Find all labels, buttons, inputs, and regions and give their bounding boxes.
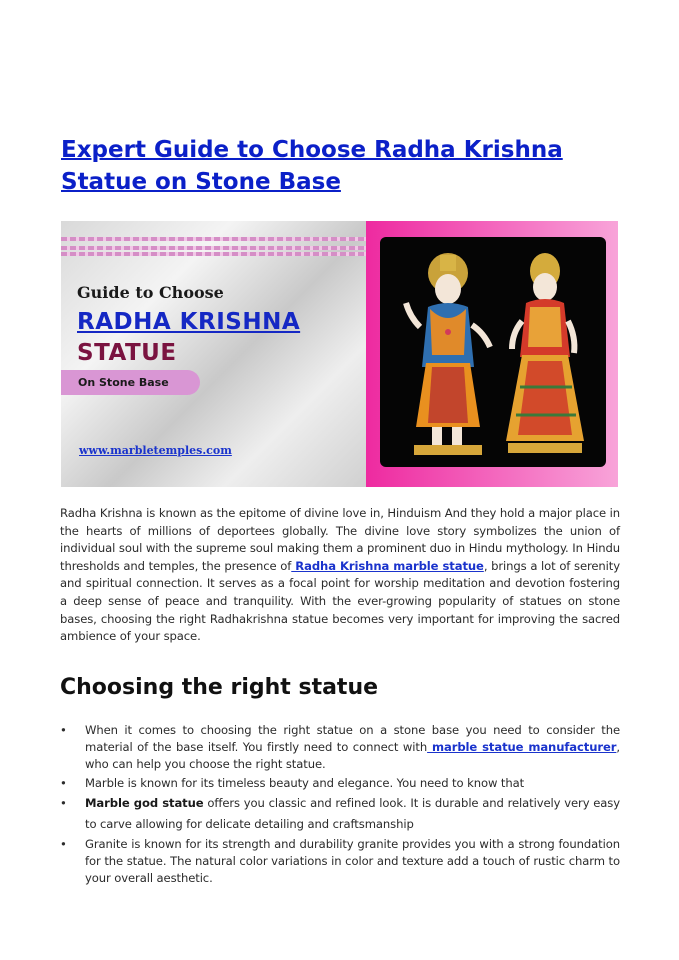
intro-text-before: Radha Krishna is known as the epitome of divine love in, Hinduism And they hold a major place in the hearts of millions of deportees globally. The divine love story symbolizes the union of individual soul with the supreme soul making them a prominent duo in Hindu mythology. In Hindu thresholds and temples, the presence of bbox=[60, 506, 620, 573]
list-item bbox=[60, 836, 620, 888]
list-item-text: , who can help you choose the right statue. bbox=[85, 740, 620, 772]
section-heading: Choosing the right statue bbox=[60, 675, 379, 700]
hero-banner bbox=[61, 221, 618, 487]
website-link[interactable]: www.marbletemples.com bbox=[79, 444, 232, 457]
list-item-text: Marble is known for its timeless beauty and elegance. You need to know that bbox=[85, 775, 525, 790]
krishna-figure bbox=[406, 253, 490, 455]
banner-pill bbox=[61, 370, 200, 395]
list-item-text: offers you classic and refined look. It is durable and relatively very easy to carve allowing for delicate detailing and craftsmanship bbox=[85, 795, 621, 831]
bullet-icon: • bbox=[60, 775, 67, 790]
radha-krishna-marble-statue-link[interactable]: Radha Krishna marble statue bbox=[291, 558, 484, 573]
list-item bbox=[60, 775, 620, 792]
banner-photo-panel bbox=[366, 221, 618, 487]
intro-text-after: , brings a lot of serenity and spiritual connection. It serves as a focal point for worship meditation and devotion fostering a deep sense of peace and tranquility. With the ever-growing popularity of statues on stone bases, choosing the right Radhakrishna statue becomes very important for improving the sacred ambience of your space. bbox=[60, 558, 620, 644]
banner-stripe bbox=[61, 246, 366, 250]
banner-guide-text: Guide to Choose bbox=[77, 283, 224, 302]
banner-text-panel bbox=[61, 221, 366, 487]
banner-subtitle: STATUE bbox=[77, 340, 177, 366]
marble-god-statue-term: Marble god statue bbox=[85, 795, 204, 810]
statue-illustration bbox=[380, 237, 606, 467]
title-link[interactable]: Expert Guide to Choose Radha Krishna Statue on Stone Base bbox=[61, 137, 563, 195]
list-item bbox=[60, 793, 620, 835]
banner-main-title: RADHA KRISHNA bbox=[77, 309, 301, 335]
bullet-icon: • bbox=[60, 723, 67, 737]
page-title bbox=[61, 134, 621, 198]
radha-figure bbox=[506, 253, 584, 453]
bullet-icon: • bbox=[60, 795, 67, 810]
intro-paragraph bbox=[60, 505, 620, 646]
list-item-text: Granite is known for its strength and durability granite provides you with a strong foundation for the statue. The natural color variations in color and texture add a touch of rustic charm to your overall aesthetic. bbox=[85, 836, 620, 886]
bullet-list bbox=[60, 722, 620, 888]
radha-krishna-statue-image bbox=[380, 237, 606, 467]
banner-pill-text: On Stone Base bbox=[78, 376, 169, 389]
banner-stripe bbox=[61, 237, 366, 241]
banner-stripe bbox=[61, 252, 366, 256]
bullet-icon: • bbox=[60, 836, 67, 851]
list-item bbox=[60, 722, 620, 774]
list-item-text: When it comes to choosing the right statue on a stone base you need to consider the material of the base itself. You firstly need to connect with bbox=[85, 723, 620, 755]
marble-statue-manufacturer-link[interactable]: marble statue manufacturer bbox=[427, 740, 617, 755]
